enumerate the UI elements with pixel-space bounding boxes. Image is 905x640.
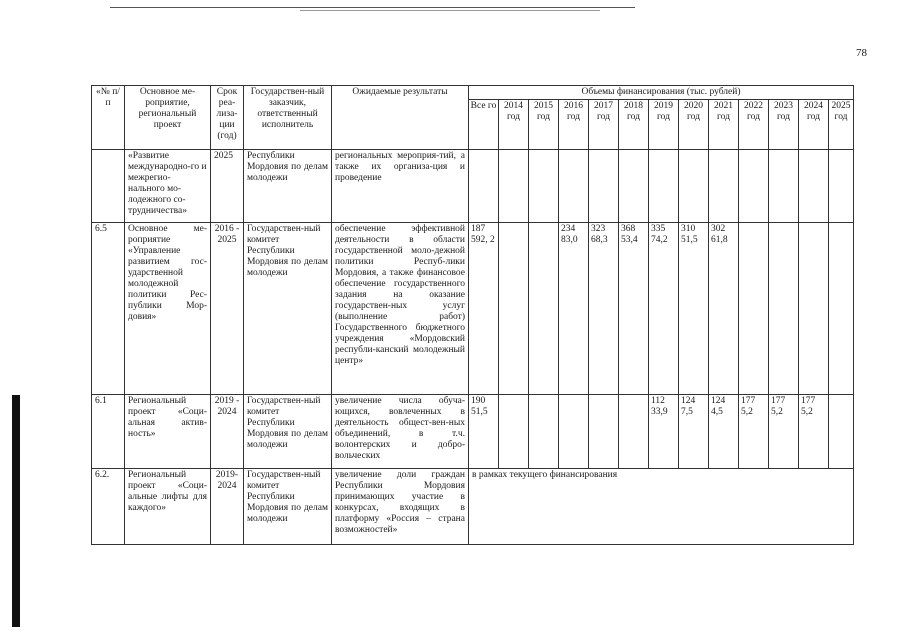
header-year-2014: 2014 год bbox=[499, 100, 529, 150]
row-value: 124 4,5 bbox=[709, 395, 739, 469]
header-year-2025: 2025 год bbox=[829, 100, 854, 150]
header-term: Срок реа-лиза-ции (год) bbox=[211, 86, 244, 150]
top-rule bbox=[110, 7, 635, 8]
row-value bbox=[499, 150, 529, 223]
row-value bbox=[769, 150, 799, 223]
row-num bbox=[92, 150, 125, 223]
row-results: увеличение доли граждан Республики Мордовия принимающих участие в конкурсах, входящих в платформу «Россия – страна возможностей» bbox=[332, 469, 469, 545]
row-value bbox=[649, 150, 679, 223]
row-value bbox=[499, 223, 529, 395]
row-financing-note: в рамках текущего финансирования bbox=[469, 469, 854, 545]
table-row bbox=[92, 150, 854, 223]
row-value: 112 33,9 bbox=[649, 395, 679, 469]
row-event: Региональный проект «Соци-альные лифты для каждого» bbox=[125, 469, 211, 545]
row-value: 234 83,0 bbox=[559, 223, 589, 395]
row-event: «Развитие международно-го и межрегио-нального мо-лодежного со-трудничества» bbox=[125, 150, 211, 223]
row-value bbox=[799, 150, 829, 223]
row-num: 6.1 bbox=[92, 395, 125, 469]
page-number: 78 bbox=[856, 47, 867, 59]
header-year-2018: 2018 год bbox=[619, 100, 649, 150]
header-results: Ожидаемые результаты bbox=[332, 86, 469, 150]
row-value: 177 5,2 bbox=[769, 395, 799, 469]
row-value bbox=[559, 395, 589, 469]
row-customer: Государствен-ный комитет Республики Мордовия по делам молодежи bbox=[244, 223, 332, 395]
row-value bbox=[739, 150, 769, 223]
row-value: 177 5,2 bbox=[799, 395, 829, 469]
row-term: 2016 - 2025 bbox=[211, 223, 244, 395]
row-results: увеличение числа обуча-ющихся, вовлеченных в деятельность общест-вен-ных объединений, в т.ч. волонтерских и добро-вольческих bbox=[332, 395, 469, 469]
row-value: 335 74,2 bbox=[649, 223, 679, 395]
row-value: 323 68,3 bbox=[589, 223, 619, 395]
header-total: Все го bbox=[469, 100, 499, 150]
row-value bbox=[589, 150, 619, 223]
row-value: 302 61,8 bbox=[709, 223, 739, 395]
row-value bbox=[619, 150, 649, 223]
row-value bbox=[829, 223, 854, 395]
row-value bbox=[739, 223, 769, 395]
row-value bbox=[589, 395, 619, 469]
top-rule-secondary bbox=[300, 10, 600, 11]
row-value bbox=[499, 395, 529, 469]
row-term: 2025 bbox=[211, 150, 244, 223]
row-value bbox=[559, 150, 589, 223]
table-row bbox=[92, 395, 854, 469]
row-customer: Республики Мордовия по делам молодежи bbox=[244, 150, 332, 223]
header-year-2019: 2019 год bbox=[649, 100, 679, 150]
row-num: 6.2. bbox=[92, 469, 125, 545]
row-value bbox=[529, 223, 559, 395]
header-financing: Объемы финансирования (тыс. рублей) bbox=[469, 86, 854, 100]
row-value bbox=[829, 150, 854, 223]
header-year-2015: 2015 год bbox=[529, 100, 559, 150]
header-year-2020: 2020 год bbox=[679, 100, 709, 150]
header-year-2022: 2022 год bbox=[739, 100, 769, 150]
scan-edge-bar bbox=[12, 395, 20, 627]
table-row bbox=[92, 469, 854, 545]
row-results: региональных мероприя-тий, а также их организа-ция и проведение bbox=[332, 150, 469, 223]
row-customer: Государствен-ный комитет Республики Мордовия по делам молодежи bbox=[244, 395, 332, 469]
row-value bbox=[619, 395, 649, 469]
header-row-1 bbox=[92, 86, 854, 100]
row-value: 368 53,4 bbox=[619, 223, 649, 395]
row-total: 187 592, 2 bbox=[469, 223, 499, 395]
row-total: 190 51,5 bbox=[469, 395, 499, 469]
row-event: Основное ме-роприятие «Управление развитием гос-ударственной молодежной политики Рес-публики Мор-довия» bbox=[125, 223, 211, 395]
header-event: Основное ме-роприятие, региональный проект bbox=[125, 86, 211, 150]
row-value: 310 51,5 bbox=[679, 223, 709, 395]
row-value bbox=[799, 223, 829, 395]
header-num: «№ п/п bbox=[92, 86, 125, 150]
header-year-2017: 2017 год bbox=[589, 100, 619, 150]
row-value bbox=[529, 395, 559, 469]
row-total bbox=[469, 150, 499, 223]
financing-table bbox=[91, 85, 854, 545]
row-value bbox=[769, 223, 799, 395]
row-value bbox=[679, 150, 709, 223]
row-value: 177 5,2 bbox=[739, 395, 769, 469]
header-year-2024: 2024 год bbox=[799, 100, 829, 150]
row-value bbox=[709, 150, 739, 223]
row-results: обеспечение эффективной деятельности в области государственной моло-дежной политики Респуб-лики Мордовия, а также финансовое обеспечение государственного задания на оказание государствен-ных услуг (выполнение работ) Государственного бюджетного учреждения «Мордовский республи-канский молодежный центр» bbox=[332, 223, 469, 395]
table-row bbox=[92, 223, 854, 395]
row-term: 2019-2024 bbox=[211, 469, 244, 545]
header-year-2021: 2021 год bbox=[709, 100, 739, 150]
row-value bbox=[529, 150, 559, 223]
header-year-2016: 2016 год bbox=[559, 100, 589, 150]
row-value bbox=[829, 395, 854, 469]
row-term: 2019 - 2024 bbox=[211, 395, 244, 469]
header-year-2023: 2023 год bbox=[769, 100, 799, 150]
row-customer: Государствен-ный комитет Республики Мордовия по делам молодежи bbox=[244, 469, 332, 545]
row-num: 6.5 bbox=[92, 223, 125, 395]
row-value: 124 7,5 bbox=[679, 395, 709, 469]
row-event: Региональный проект «Соци-альная актив-ность» bbox=[125, 395, 211, 469]
header-customer: Государствен-ный заказчик, ответственный исполнитель bbox=[244, 86, 332, 150]
